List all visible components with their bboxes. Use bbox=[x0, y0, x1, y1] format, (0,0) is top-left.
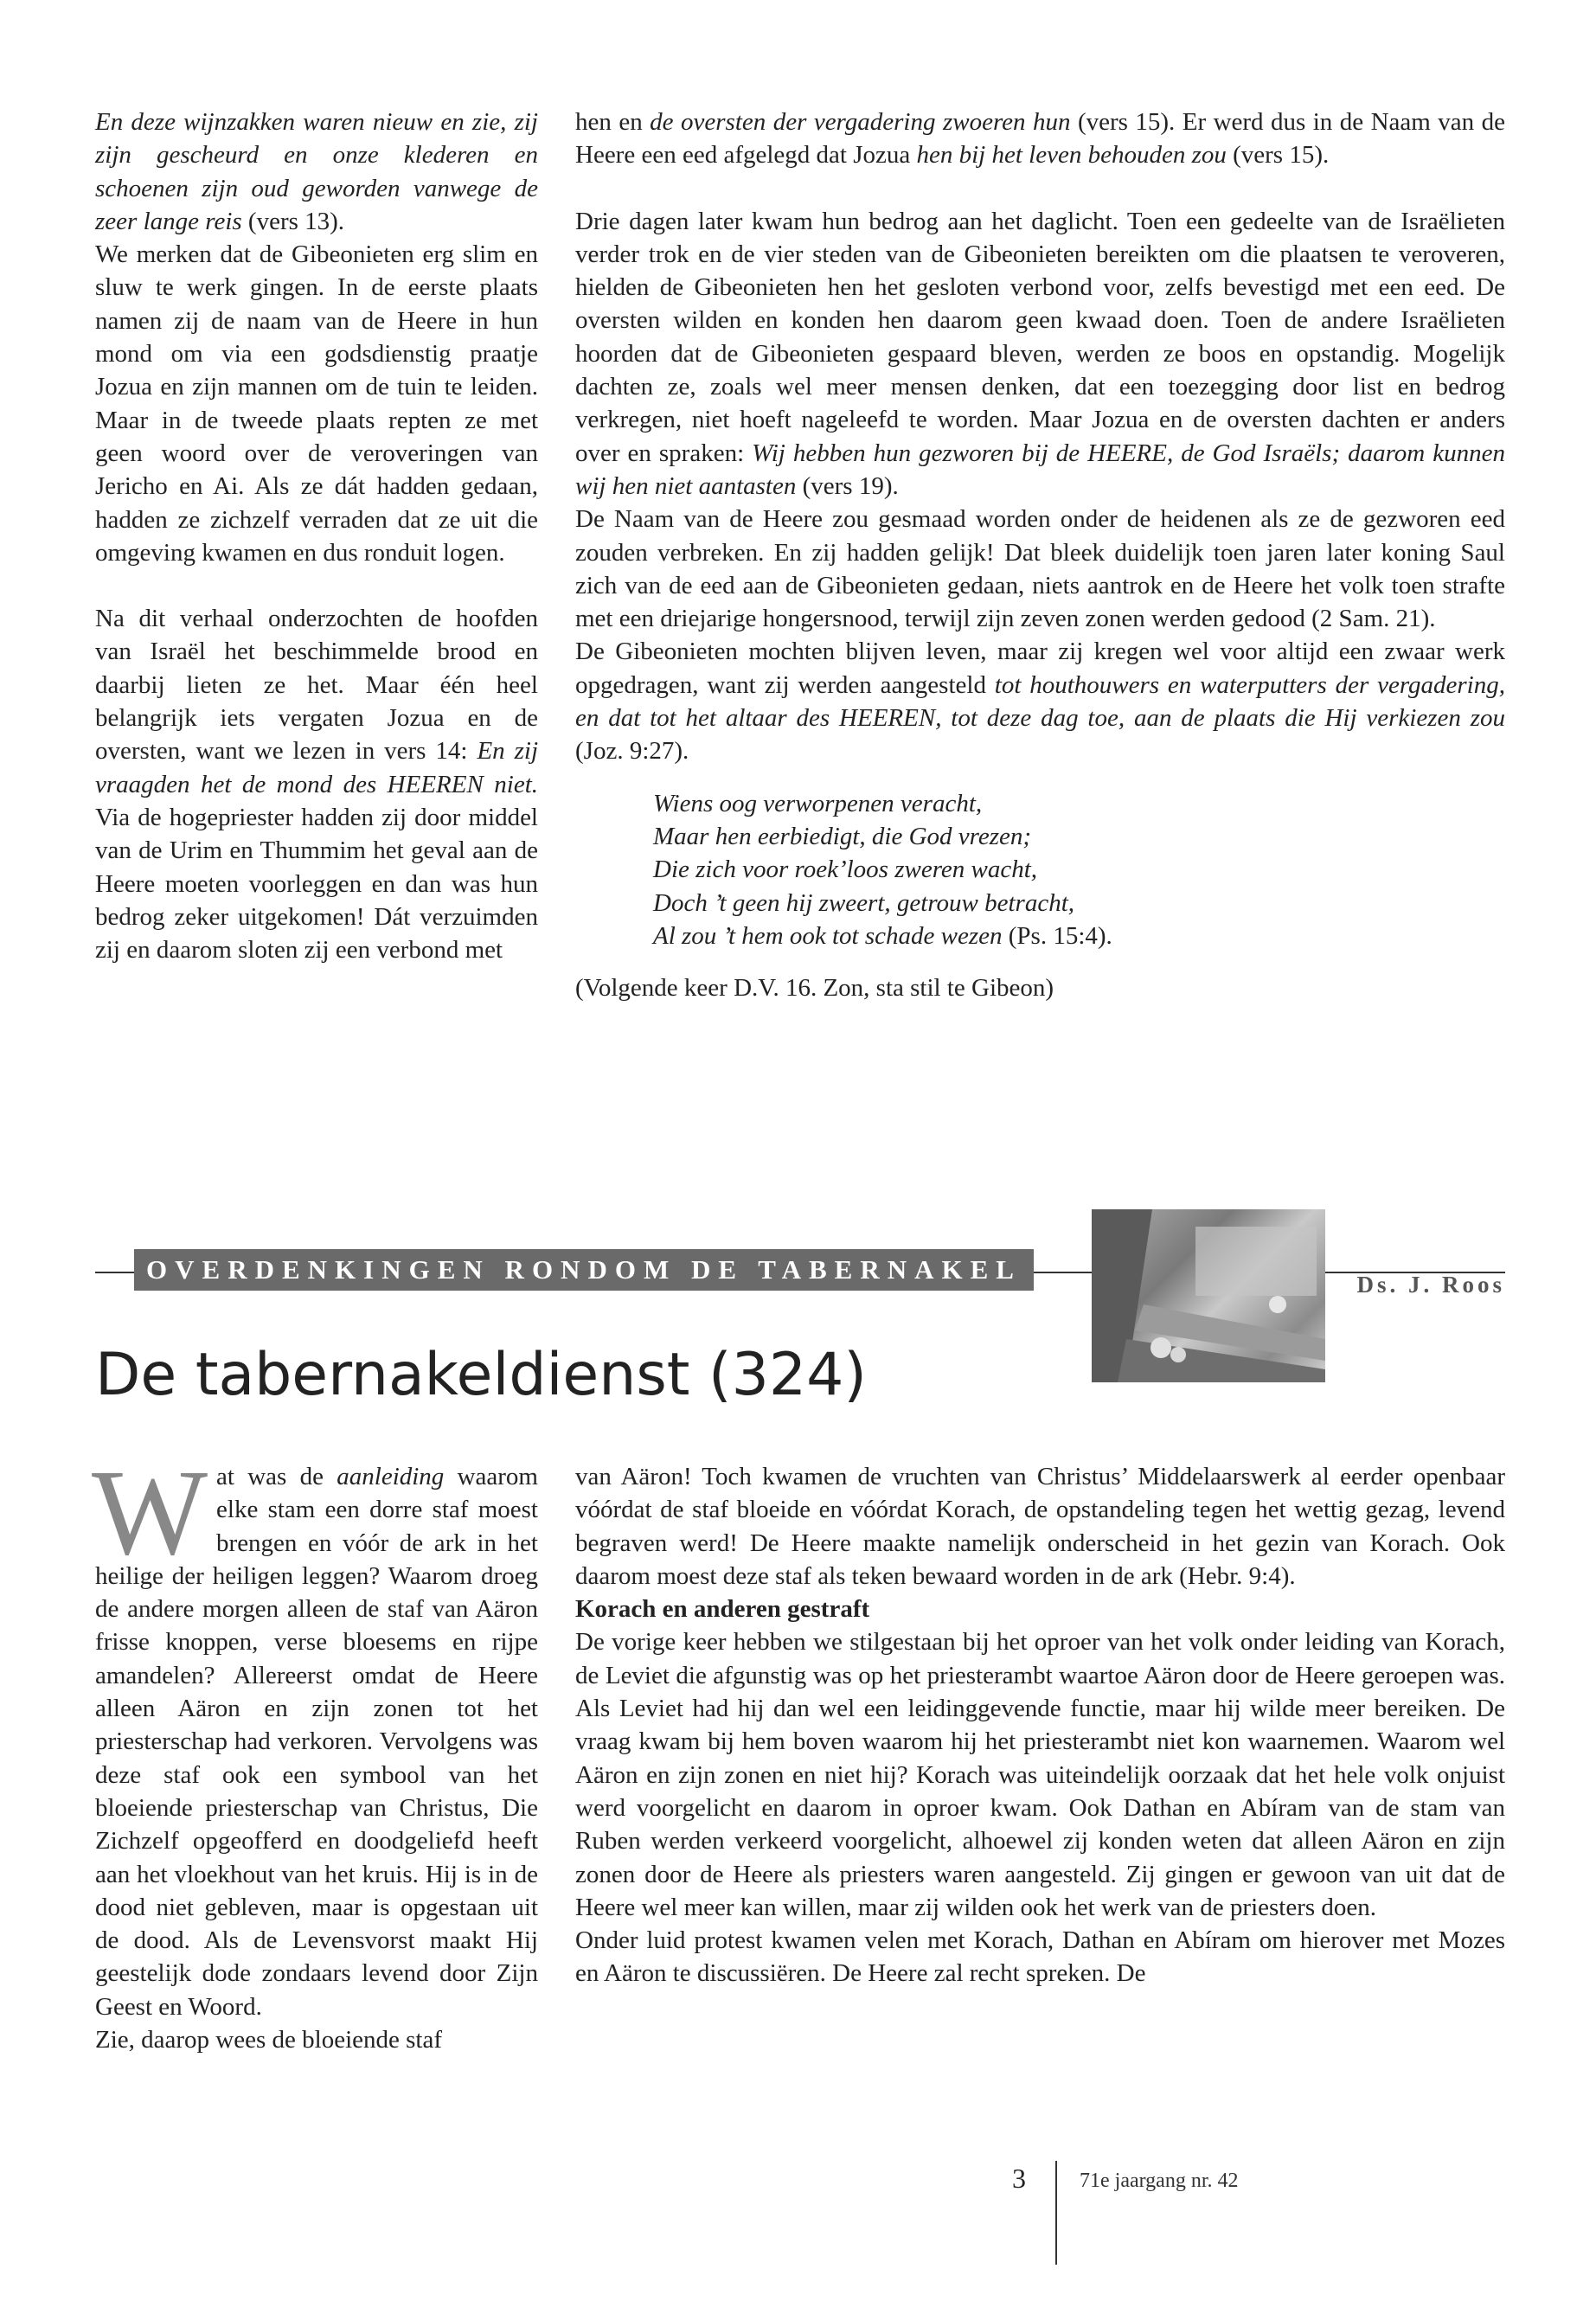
page-number: 3 bbox=[1012, 2163, 1026, 2194]
paragraph: Na dit verhaal onderzochten de hoofden van Israël het beschimmelde brood en daarbij lieten ze het. Maar één heel belangrijk iets vergaten Jozua en de oversten, want we lezen in vers 14: En zij vraagden het de mond des HEEREN niet. Via de hogepriester hadden zij door middel van de Urim en Thummim het geval aan de Heere moeten voorleggen en dan was hun bedrog zeker uitgekomen! Dát verzuimden zij en daarom sloten zij een verbond met bbox=[95, 605, 539, 965]
photo-illustration bbox=[1092, 1209, 1325, 1382]
poem-line: Al zou ’t hem ook tot schade wezen bbox=[653, 921, 1003, 950]
poem-line: Maar hen eerbiedigt, die God vrezen; bbox=[653, 822, 1032, 850]
column-bottom-left bbox=[92, 1444, 538, 2056]
paragraph: De Naam van de Heere zou gesmaad worden onder de heidenen als ze de gezworen eed zouden verbreken. En zij hadden gelijk! Dat bleek duidelijk toen jaren later koning Saul zich van de eed aan de Gibeonieten gedaan, niets aantrok en de Heere het volk toen strafte met een driejarige hongersnood, terwijl zijn zeven zonen werden gedood (2 Sam. 21). bbox=[575, 505, 1505, 633]
poem-line: Die zich voor roek’loos zweren wacht, bbox=[653, 856, 1038, 884]
paragraph: hen en de oversten der vergadering zwoeren hun (vers 15). Er werd dus in de Naam van de Heere een eed afgelegd dat Jozua hen bij het leven behouden zou (vers 15). bbox=[575, 108, 1505, 170]
poem-line: Doch ’t geen hij zweert, getrouw betracht, bbox=[653, 888, 1075, 917]
paragraph-text: at was de aanleiding waarom elke stam een dorre staf moest brengen en vóór de ark in het heilige der heiligen leggen? Waarom droeg de andere morgen alleen de staf van Aäron frisse knoppen, verse bloesems en rijpe amandelen? Allereerst omdat de Heere alleen Aäron en zijn zonen tot het priesterschap had verkoren. Vervolgens was deze staf ook een symbool van het bloeiende priesterschap van Christus, Die Zichzelf opgeofferd en doodgeliefd heeft aan het vloekhout van het kruis. Hij is in de dood niet gebleven, maar is opgestaan uit de dood. Als de Levensvorst maakt Hij geestelijk dode zondaars levend door Zijn Geest en Woord. bbox=[95, 1463, 538, 2021]
subheading: Korach en anderen gestraft bbox=[575, 1595, 870, 1624]
psalm-quote bbox=[653, 787, 1505, 952]
column-top-right bbox=[575, 106, 1505, 1004]
section-header: OVERDENKINGEN RONDOM DE TABERNAKEL bbox=[134, 1249, 1034, 1291]
paragraph: En deze wijnzakken waren nieuw en zie, zij zijn gescheurd en onze klederen en schoenen zijn oud geworden vanwege de zeer lange reis (vers 13). bbox=[95, 108, 538, 235]
paragraph: De vorige keer hebben we stilgestaan bij het oproer van het volk onder leiding van Korach, de Leviet die afgunstig was op het priesterambt waartoe Aäron door de Heere geroepen was. Als Leviet had hij dan wel een leidinggevende functie, maar hij wilde meer bereiken. De vraag kwam bij hem boven waarom hij het priesterambt niet kon waarnemen. Waarom wel Aäron en zijn zonen en niet hij? Korach was uiteindelijk oorzaak dat het hele volk onjuist werd voorgelicht en daarom in oproer kwam. Ook Dathan en Abíram van de stam van Ruben werden verkeerd voorgelicht, alhoewel zij konden weten dat alleen Aäron en zijn zonen door de Heere als priesters waren aangesteld. Zij gingen er gewoon van uit dat de Heere wel meer kan willen, maar zij wilden ook het werk van de priesters doen. bbox=[575, 1628, 1505, 1921]
article-title: De tabernakeldienst (324) bbox=[95, 1341, 867, 1409]
column-top-left bbox=[95, 106, 538, 966]
volume-info: 71e jaargang nr. 42 bbox=[1080, 2170, 1239, 2192]
drop-cap: W bbox=[92, 1444, 208, 1580]
column-bottom-right bbox=[575, 1460, 1505, 1990]
paragraph: We merken dat de Gibeonieten erg slim en sluw te werk gingen. In de eerste plaats namen zij de naam van de Heere in hun mond om via een godsdienstig praatje Jozua en zijn mannen om de tuin te leiden. Maar in de tweede plaats repten ze met geen woord over de veroveringen van Jericho en Ai. Als ze dát hadden gedaan, hadden ze zichzelf verraden dat ze uit die omgeving kwamen en dus ronduit logen. bbox=[95, 240, 538, 567]
paragraph: Zie, daarop wees de bloeiende staf bbox=[95, 2026, 442, 2054]
paragraph: Onder luid protest kwamen velen met Korach, Dathan en Abíram om hierover met Mozes en Aäron te discussiëren. De Heere zal recht spreken. De bbox=[575, 1926, 1505, 1988]
paragraph bbox=[92, 1444, 538, 2023]
paragraph: Drie dagen later kwam hun bedrog aan het daglicht. Toen een gedeelte van de Israëlieten verder trok en de vier steden van de Gibeonieten bereikten om die plaatsen te veroveren, hielden de Gibeonieten hen het gesloten verbond voor, zelfs bevestigd met een eed. De oversten wilden en konden hen daarom geen kwaad doen. Toen de andere Israëlieten hoorden dat de Gibeonieten gespaard bleven, werden ze boos en opstandig. Mogelijk dachten ze, zoals wel meer mensen denken, dat een toezegging door list en bedrog verkregen, niet hoeft nageleefd te worden. Maar Jozua en de oversten dachten er anders over en spraken: Wij hebben hun gezworen bij de HEERE, de God Israëls; daarom kunnen wij hen niet aantasten (vers 19). bbox=[575, 207, 1505, 500]
footer-divider bbox=[1055, 2161, 1057, 2265]
next-time-note: (Volgende keer D.V. 16. Zon, sta stil te Gibeon) bbox=[575, 974, 1054, 1003]
poem-reference: (Ps. 15:4). bbox=[1002, 921, 1112, 950]
author-name: Ds. J. Roos bbox=[1356, 1272, 1505, 1298]
poem-line-last bbox=[653, 920, 1505, 952]
paragraph: van Aäron! Toch kwamen de vruchten van Christus’ Middelaarswerk al eerder openbaar vóórdat de staf bloeide en vóórdat Korach, de opstandeling tegen het wettig gezag, levend begraven werd! De Heere maakte namelijk onderscheid in het gezin van Korach. Ook daarom moest deze staf als teken bewaard worden in de ark (Hebr. 9:4). bbox=[575, 1463, 1505, 1590]
paragraph: De Gibeonieten mochten blijven leven, maar zij kregen wel voor altijd een zwaar werk opgedragen, want zij werden aangesteld tot houthouwers en waterputters der vergadering, en dat tot het altaar des HEEREN, tot deze dag toe, aan de plaats die Hij verkiezen zou (Joz. 9:27). bbox=[575, 638, 1505, 766]
header-photo bbox=[1092, 1209, 1325, 1382]
poem-line: Wiens oog verworpenen veracht, bbox=[653, 789, 983, 817]
